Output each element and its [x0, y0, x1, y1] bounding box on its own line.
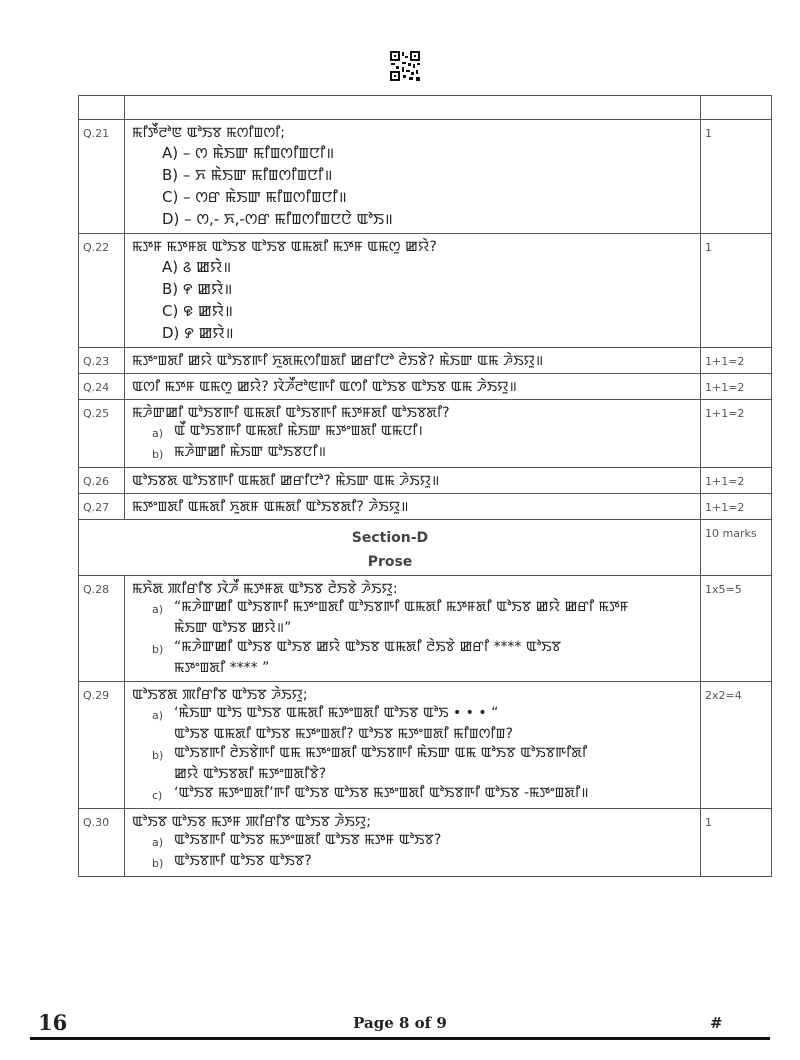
footer-mark: # [710, 1014, 723, 1032]
question-cell [125, 400, 701, 468]
question-number: Q.26 [79, 468, 125, 494]
question-stem: ꯑꯣꯏꯕ ꯑꯣꯏꯕ ꯃꯇꯝ ꯄꯤꯔꯤꯕ ꯑꯣꯏꯕ ꯍꯥꯏꯌꯨ; [132, 814, 371, 830]
sub-question [132, 744, 694, 765]
table-row [79, 809, 772, 877]
sub-question-text: ꯃꯇꯦꯡꯗꯤ **** ” [174, 660, 270, 676]
footer-rule [30, 1037, 770, 1040]
question-stem: ꯑꯣꯏꯕꯗ ꯑꯣꯏꯕꯒꯤ ꯑꯃꯗꯤ ꯀꯔꯤꯅꯣ? ꯃꯥꯏꯛ ꯑꯃ ꯍꯥꯏꯌꯨ॥ [132, 473, 440, 489]
question-cell [125, 234, 701, 348]
question-number: Q.22 [79, 234, 125, 348]
question-cell [125, 576, 701, 682]
sub-question-label: a) [152, 427, 164, 440]
answer-option: B) ꯵ ꯀꯌꯥ॥ [162, 280, 233, 298]
sub-question-text: ꯑꯣꯏꯕꯒꯤ ꯑꯣꯏꯕ ꯑꯣꯏꯕ? [174, 853, 312, 869]
question-stem: ꯑꯣꯏꯕꯗ ꯄꯤꯔꯤꯕ ꯑꯣꯏꯕ ꯍꯥꯏꯌꯨ; [132, 687, 308, 703]
question-number: Q.30 [79, 809, 125, 877]
answer-option: D) – ꯁ,- ꯈ,-ꯁꯔ ꯃꯤꯡꯁꯤꯡꯅꯅꯥ ꯑꯣꯏ॥ [162, 210, 393, 228]
sub-question-text: ꯑꯣꯏꯕꯒꯤ ꯂꯥꯏꯕꯥꯒꯤ ꯑꯃ ꯃꯇꯦꯡꯗꯤ ꯑꯣꯏꯕꯒꯤ ꯃꯥꯏꯛ ꯑꯃ ꯑꯣꯏꯕ ꯑꯣꯏꯕꯒꯤꯗꯤ [174, 745, 588, 761]
sub-question [132, 638, 694, 659]
sub-question [132, 784, 694, 805]
sub-question-label: b) [152, 857, 164, 870]
question-marks: 1+1=2 [701, 468, 772, 494]
section-subtitle: Prose [367, 554, 413, 570]
answer-option: B) – ꯈ ꯃꯥꯏꯛ ꯃꯤꯡꯁꯤꯡꯅꯤ॥ [162, 166, 333, 184]
sub-question-label: b) [152, 749, 164, 762]
sub-question [132, 765, 694, 784]
section-marks: 10 marks [701, 520, 772, 576]
question-cell [125, 120, 701, 234]
question-number: Q.29 [79, 682, 125, 809]
sub-question [132, 422, 694, 443]
question-cell [125, 96, 701, 120]
table-row [79, 120, 772, 234]
question-number: Q.21 [79, 120, 125, 234]
question-number: Q.25 [79, 400, 125, 468]
sub-question-text: ꯑꯣꯏꯕꯒꯤ ꯑꯣꯏꯕ ꯃꯇꯦꯡꯗꯤ ꯑꯣꯏꯕ ꯃꯇꯝ ꯑꯣꯏꯕ? [174, 832, 442, 848]
sub-question-text: ‘ꯃꯥꯏꯛ ꯑꯣꯏ ꯑꯣꯏꯕ ꯑꯃꯗꯤ ꯃꯇꯦꯡꯗꯤ ꯑꯣꯏꯕ ꯑꯣꯏ • • • “ [174, 705, 499, 721]
table-row [79, 468, 772, 494]
number-cell [79, 96, 125, 120]
question-cell [125, 348, 701, 374]
question-stem: ꯃꯇꯝ ꯃꯇꯝꯗ ꯑꯣꯏꯕ ꯑꯣꯏꯕ ꯑꯃꯗꯤ ꯃꯇꯝ ꯑꯃꯁꯨ ꯀꯌꯥ? [132, 239, 437, 255]
question-stem: ꯃꯍꯥꯛꯀꯤ ꯑꯣꯏꯕꯒꯤ ꯑꯃꯗꯤ ꯑꯣꯏꯕꯒꯤ ꯃꯇꯝꯗꯤ ꯑꯣꯏꯕꯗꯤ? [132, 405, 450, 421]
question-stem: ꯃꯇꯦꯡꯗꯤ ꯀꯌꯥ ꯑꯣꯏꯕꯒꯤ ꯈꯨꯗꯃꯁꯤꯡꯗꯤ ꯀꯔꯤꯅꯣ ꯂꯥꯏꯕꯥ? ꯃꯥꯏꯛ ꯑꯃ ꯍꯥꯏꯌꯨ॥ [132, 353, 544, 369]
question-cell [125, 809, 701, 877]
sub-question [132, 443, 694, 464]
sub-question-text: “ꯃꯍꯥꯛꯀꯤ ꯑꯣꯏꯕ ꯑꯣꯏꯕ ꯀꯌꯥ ꯑꯣꯏꯕ ꯑꯃꯗꯤ ꯂꯥꯏꯕꯥ ꯀꯔꯤ **** ꯑꯣꯏꯕ [174, 639, 561, 655]
sub-question [132, 831, 694, 852]
question-stem: ꯃꯇꯦꯡꯗꯤ ꯑꯃꯗꯤ ꯈꯨꯗꯝ ꯑꯃꯗꯤ ꯑꯣꯏꯕꯗꯤ? ꯍꯥꯏꯌꯨ॥ [132, 499, 409, 515]
section-heading-cell [79, 520, 701, 576]
table-row [79, 234, 772, 348]
table-row [79, 494, 772, 520]
sub-question [132, 598, 694, 619]
sub-question-label: b) [152, 448, 164, 461]
sub-question-label: a) [152, 603, 164, 616]
sub-question-text: ‘ꯑꯣꯏꯕ ꯃꯇꯦꯡꯗꯤ’ꯒꯤ ꯑꯣꯏꯕ ꯑꯣꯏꯕ ꯃꯇꯦꯡꯗꯤ ꯑꯣꯏꯕꯒꯤ ꯑꯣꯏꯕ -ꯃꯇꯦꯡꯗꯤ॥ [174, 785, 589, 801]
question-number: Q.24 [79, 374, 125, 400]
sub-question-label: c) [152, 789, 163, 802]
answer-option: C) ꯶ ꯀꯌꯥ॥ [162, 302, 233, 320]
sub-question-text: “ꯃꯍꯥꯛꯀꯤ ꯑꯣꯏꯕꯒꯤ ꯃꯇꯦꯡꯗꯤ ꯑꯣꯏꯕꯒꯤ ꯑꯃꯗꯤ ꯃꯇꯝꯗꯤ ꯑꯣꯏꯕ ꯀꯌꯥ ꯀꯔꯤ ꯃꯇꯝ [174, 599, 629, 615]
question-number: Q.23 [79, 348, 125, 374]
question-marks: 1x5=5 [701, 576, 772, 682]
question-cell [125, 468, 701, 494]
page-number: Page 8 of 9 [353, 1014, 447, 1032]
question-number: Q.27 [79, 494, 125, 520]
question-stem: ꯑꯁꯤ ꯃꯇꯝ ꯑꯃꯁꯨ ꯀꯌꯥ? ꯋꯥꯍꯩꯂꯣꯟꯒꯤ ꯑꯁꯤ ꯑꯣꯏꯕ ꯑꯣꯏꯕ ꯑꯃ ꯍꯥꯏꯌꯨ॥ [132, 379, 517, 395]
answer-option: A) ꯴ ꯀꯌꯥ॥ [162, 258, 232, 276]
sub-question-text: ꯑꯩ ꯑꯣꯏꯕꯒꯤ ꯑꯃꯗꯤ ꯃꯥꯏꯛ ꯃꯇꯦꯡꯗꯤ ꯑꯃꯅꯤ। [174, 423, 423, 439]
question-marks: 1+1=2 [701, 374, 772, 400]
table-row [79, 576, 772, 682]
table-row [79, 400, 772, 468]
sub-question-label [152, 725, 174, 744]
table-row [79, 348, 772, 374]
qr-code-icon [389, 50, 421, 82]
question-cell [125, 682, 701, 809]
answer-option: C) – ꯁꯔ ꯃꯥꯏꯛ ꯃꯤꯡꯁꯤꯡꯅꯤ॥ [162, 188, 347, 206]
question-marks: 2x2=4 [701, 682, 772, 809]
sub-question [132, 725, 694, 744]
sub-question-text: ꯑꯣꯏꯕ ꯑꯃꯗꯤ ꯑꯣꯏꯕ ꯃꯇꯦꯡꯗꯤ? ꯑꯣꯏꯕ ꯃꯇꯦꯡꯗꯤ ꯃꯤꯡꯁꯤꯡ? [174, 726, 513, 742]
table-row [79, 96, 772, 120]
sub-question [132, 619, 694, 638]
table-row [79, 374, 772, 400]
sub-question-label [152, 659, 174, 678]
sub-question-text: ꯃꯥꯏꯛ ꯑꯣꯏꯕ ꯀꯌꯥ॥” [174, 620, 292, 636]
section-title: Section-D [351, 530, 429, 546]
sub-question-label [152, 765, 174, 784]
sub-question [132, 852, 694, 873]
question-marks: 1 [701, 234, 772, 348]
marks-cell [701, 96, 772, 120]
question-cell [125, 374, 701, 400]
question-marks: 1+1=2 [701, 400, 772, 468]
footer-code: 16 [38, 1010, 68, 1035]
question-stem: ꯃꯈꯥꯗ ꯄꯤꯔꯤꯕ ꯋꯥꯍꯩ ꯃꯇꯝꯗ ꯑꯣꯏꯕ ꯂꯥꯏꯕꯥ ꯍꯥꯏꯌꯨ: [132, 581, 398, 597]
sub-question-label: a) [152, 709, 164, 722]
sub-question-label: b) [152, 643, 164, 656]
sub-question-label [152, 619, 174, 638]
question-cell [125, 494, 701, 520]
question-number: Q.28 [79, 576, 125, 682]
question-marks: 1 [701, 120, 772, 234]
answer-option: D) ꯸ ꯀꯌꯥ॥ [162, 324, 234, 342]
sub-question-label: a) [152, 836, 164, 849]
question-marks: 1 [701, 809, 772, 877]
sub-question [132, 659, 694, 678]
question-stem: ꯃꯤꯇꯩꯂꯣꯟ ꯑꯣꯏꯕ ꯃꯁꯤꯡꯁꯤ; [132, 125, 286, 141]
question-marks: 1+1=2 [701, 348, 772, 374]
sub-question [132, 704, 694, 725]
table-row [79, 682, 772, 809]
question-table [78, 95, 772, 877]
answer-option: A) – ꯁ ꯃꯥꯏꯛ ꯃꯤꯡꯁꯤꯡꯅꯤ॥ [162, 144, 335, 162]
question-marks: 1+1=2 [701, 494, 772, 520]
sub-question-text: ꯃꯍꯥꯛꯀꯤ ꯃꯥꯏꯛ ꯑꯣꯏꯕꯅꯤ॥ [174, 444, 327, 460]
sub-question-text: ꯀꯌꯥ ꯑꯣꯏꯕꯗꯤ ꯃꯇꯦꯡꯗꯤꯕꯥ? [174, 766, 327, 782]
table-row [79, 520, 772, 576]
